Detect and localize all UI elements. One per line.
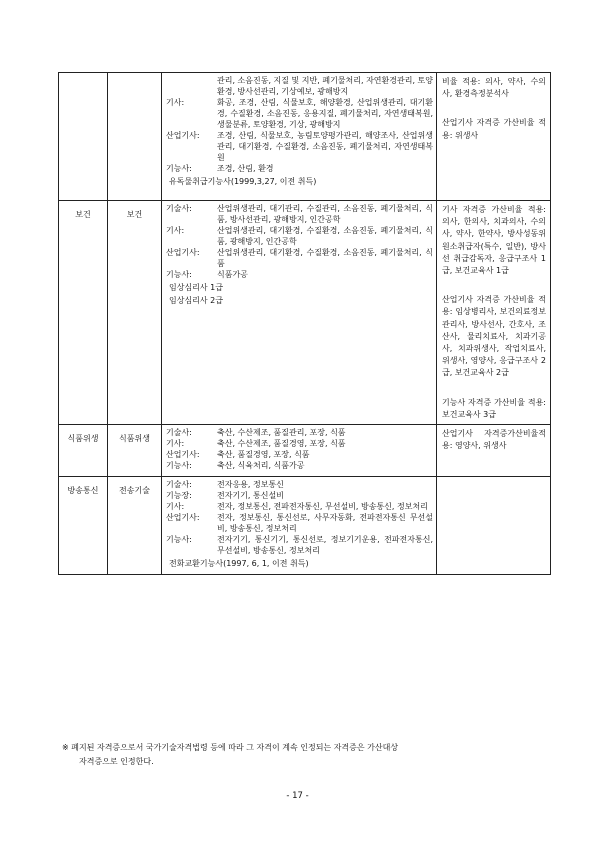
notes-cell <box>437 73 551 201</box>
grade-label: 기술사: <box>166 428 192 438</box>
qualifications-cell <box>162 201 437 425</box>
extra-qualification: 임상심리사 2급 <box>169 296 224 305</box>
grade-label: 산업기사: <box>166 450 200 460</box>
grade-fields: 축산, 수산제조, 품질경영, 포장, 식품 <box>217 439 346 449</box>
grade-fields: 관리, 소음진동, 지질 및 지반, 폐기물처리, 자연환경관리, 토양환경, 방사선관리, 기상예보, 광해방지 <box>217 76 433 96</box>
qualification-table <box>58 72 551 575</box>
qualification-line <box>166 247 433 269</box>
grade-fields: 화공, 조경, 산림, 식물보호, 해양환경, 산업위생관리, 대기환경, 수질환경, 소음진동, 응용지질, 폐기물처리, 자연생태복원, 생물분류, 토양환경, 기상, 광해방지 <box>217 98 433 129</box>
grade-label: 산업기사: <box>166 513 200 523</box>
grade-label: 기사: <box>166 439 185 449</box>
table-row <box>59 201 551 425</box>
subcategory-cell: 식품위생 <box>108 425 162 477</box>
grade-label: 기능사: <box>166 270 192 279</box>
qualification-line <box>166 97 433 130</box>
grade-label: 기사: <box>166 98 185 107</box>
note-paragraph: 산업기사 자격증 가산비율 적용: 위생사 <box>442 118 546 140</box>
qualification-line <box>166 225 433 247</box>
grade-label: 기능사: <box>166 164 192 173</box>
qualification-line <box>166 438 433 449</box>
notes-cell <box>437 477 551 575</box>
grade-label: 기능사: <box>166 535 192 545</box>
note-paragraph: 기능사 자격증 가산비율 적용: 보건교육사 3급 <box>442 397 546 419</box>
category-cell: 식품위생 <box>59 425 108 477</box>
footnote-line-1: ※ 폐지된 자격증으로서 국가기술자격법령 등에 따라 그 자격이 계속 인정되는 자격증은 가산대상 <box>62 743 399 752</box>
qualification-line <box>166 512 433 534</box>
grade-fields: 전자, 정보통신, 통신선로, 사무자동화, 전파전자통신 무선설비, 방송통신, 정보처리 <box>217 513 433 534</box>
qualification-line <box>166 427 433 438</box>
note-paragraph: 비율 적용: 의사, 약사, 수의사, 환경측정분석사 <box>442 77 546 99</box>
qualification-line <box>166 490 433 501</box>
subcategory-cell <box>108 73 162 201</box>
qualification-line <box>166 479 433 490</box>
grade-fields: 식품가공 <box>217 270 248 279</box>
category-cell: 방송통신 <box>59 477 108 575</box>
notes-cell <box>437 201 551 425</box>
grade-label: 기사: <box>166 226 185 235</box>
qualification-line <box>166 75 433 97</box>
qualifications-cell <box>162 477 437 575</box>
qualification-line <box>166 460 433 471</box>
extra-qualification: 임상심리사 1급 <box>169 283 224 292</box>
grade-fields: 전자, 정보통신, 전파전자통신, 무선설비, 방송통신, 정보처리 <box>217 502 428 512</box>
qualification-line <box>166 449 433 460</box>
qualification-line <box>166 269 433 280</box>
grade-fields: 산업위생관리, 대기환경, 수질환경, 소음진동, 폐기물처리, 식품 <box>217 248 433 268</box>
notes-cell <box>437 425 551 477</box>
grade-fields: 축산, 수산제조, 품질관리, 포장, 식품 <box>217 428 346 438</box>
category-cell: 보건 <box>59 201 108 425</box>
note-paragraph: 기사 자격증 가산비율 적용: 의사, 한의사, 치과의사, 수의사, 약사, 한약사, 방사성동위원소취급자(특수, 일반), 방사선 취급감독자, 응급구조사 1급, 보건교육사 1급 <box>442 205 546 276</box>
table-row <box>59 73 551 201</box>
qualification-line <box>166 130 433 163</box>
grade-fields: 전자응용, 정보통신 <box>217 480 284 490</box>
qualifications-cell <box>162 425 437 477</box>
grade-label: 기사: <box>166 502 185 512</box>
grade-label: 기능사: <box>166 461 192 471</box>
subcategory-cell: 전송기술 <box>108 477 162 575</box>
extra-qualification: 전화교환기능사(1997, 6, 1, 이전 취득) <box>169 559 309 569</box>
grade-fields: 산업위생관리, 대기관리, 수질관리, 소음진동, 폐기물처리, 식품, 방사선관리, 광해방지, 인간공학 <box>217 204 433 224</box>
grade-label: 산업기사: <box>166 131 200 140</box>
grade-label: 기능장: <box>166 491 192 501</box>
page-number: - 17 - <box>286 791 309 801</box>
table-row <box>59 425 551 477</box>
note-paragraph: 산업기사 자격증가산비율적용: 영양사, 위생사 <box>442 429 546 451</box>
qualification-line <box>166 534 433 556</box>
category-cell <box>59 73 108 201</box>
footnote <box>62 741 546 769</box>
grade-fields: 전자기기, 통신설비 <box>217 491 284 501</box>
grade-label <box>166 75 217 97</box>
extra-qualification: 유독물취급기능사(1999,3,27, 이전 취득) <box>169 177 317 186</box>
qualifications-cell <box>162 73 437 201</box>
note-paragraph: 산업기사 자격증 가산비율 적용: 임상병리사, 보건의료정보관리사, 방사선사, 간호사, 조산사, 물리치료사, 치과기공사, 치과위생사, 작업치료사, 위생사, 영양사, 응급구조사 2급, 보건교육사 2급 <box>442 295 546 378</box>
qualification-line <box>166 163 433 174</box>
table-row <box>59 477 551 575</box>
grade-label: 기술사: <box>166 480 192 490</box>
grade-fields: 축산, 식육처리, 식품가공 <box>217 461 305 471</box>
footnote-line-2: 자격증으로 인정한다. <box>79 757 154 766</box>
grade-fields: 전자기기, 통신기기, 통신선로, 정보기기운용, 전파전자통신, 무선설비, 방송통신, 정보처리 <box>217 535 433 556</box>
qualification-line <box>166 203 433 225</box>
subcategory-cell: 보건 <box>108 201 162 425</box>
grade-fields: 축산, 품질경영, 포장, 식품 <box>217 450 310 460</box>
grade-fields: 산업위생관리, 대기환경, 수질환경, 소음진동, 폐기물처리, 식품, 광해방지, 인간공학 <box>217 226 433 246</box>
grade-fields: 조경, 산림, 식물보호, 농림토양평가관리, 해양조사, 산업위생관리, 대기환경, 수질환경, 소음진동, 폐기물처리, 자연생태복원 <box>217 131 433 162</box>
grade-fields: 조경, 산림, 환경 <box>217 164 274 173</box>
qualification-line <box>166 501 433 512</box>
grade-label: 산업기사: <box>166 248 200 257</box>
grade-label: 기술사: <box>166 204 192 213</box>
